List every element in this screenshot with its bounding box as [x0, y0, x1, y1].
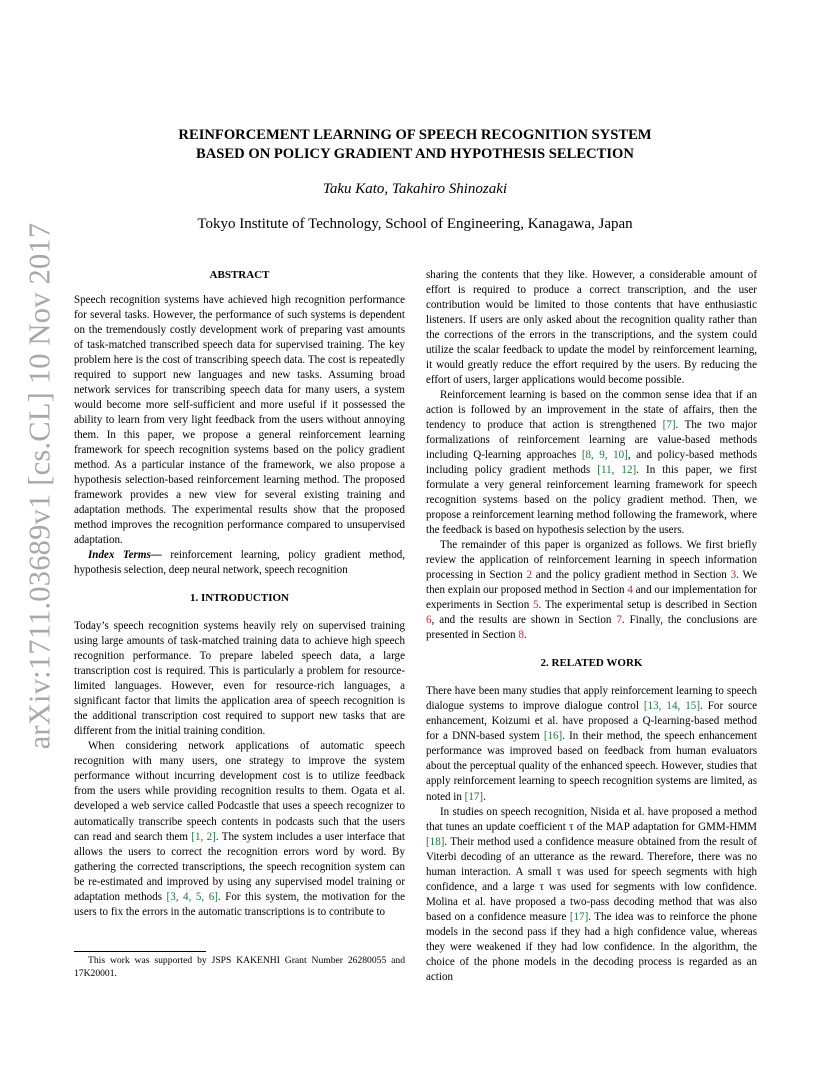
section-link[interactable]: 7 [616, 614, 622, 627]
text-run: . The idea was to reinforce the phone models in the second pass if they had a high confidence value, whereas they were weakened if they had low confidence. In the algorithm, the choice of the phone models in the decoding process is regarded as an action [426, 910, 757, 983]
text-run: and our implementation for experiments in Section [426, 584, 757, 612]
citation-link[interactable]: [3, 4, 5, 6] [166, 890, 218, 903]
intro-heading: 1. INTRODUCTION [189, 592, 289, 605]
abstract-text: Speech recognition systems have achieved high recognition performance for several tasks. However, the performance of such systems is dependent on the tremendously costly development work of preparing vast amounts of task-matched transcribed speech data for supervised training. The key problem here is the cost of transcribing speech data. The cost is repeatedly required to support new languages and new tasks. Assuming broad network services for transcribing speech data for many users, a system would become more self-sufficient and more useful if it possessed the ability to learn from very light feedback from the users without annoying them. In this paper, we propose a general reinforcement learning framework for speech recognition systems based on the policy gradient method. As a particular instance of the framework, we also propose a hypothesis selection-based reinforcement learning method. The proposed framework provides a new view for several existing training and adaptation methods. The experimental results show that the proposed method improves the recognition performance compared to unsupervised adaptation. [74, 294, 405, 547]
text-run: , and policy-based methods including policy gradient methods [426, 449, 757, 477]
text-run: . In this paper, we first formulate a very general reinforcement learning framework for speech recognition systems based on the policy gradient method. Then, we propose a reinforcement learning method following the framework, where the feedback is based on hypothesis selection by the users. [426, 464, 758, 537]
section-link[interactable]: 5 [533, 599, 539, 612]
title-line-1: REINFORCEMENT LEARNING OF SPEECH RECOGNITION SYSTEM [178, 127, 652, 143]
text-run: . The experimental setup is described in Section [538, 599, 757, 612]
text-run: . Finally, the conclusions are presented in Section [426, 614, 757, 642]
index-terms-label: Index Terms— [88, 549, 162, 562]
text-run: and the policy gradient method in Section [531, 569, 731, 582]
text-run: . [483, 790, 486, 803]
text-run: . Their method used a confidence measure obtained from the result of Viterbi decoding of an utterance as the reward. Therefore, there was no human interaction. A small τ was used for speech segments with high confidence, and a large τ was used for segments with low confidence. Molina et al. have proposed a two-pass decoding method that was also based on a confidence measure [426, 835, 757, 923]
abstract-heading: ABSTRACT [209, 269, 270, 281]
text-run: . We then explain our proposed method in Section [426, 569, 757, 597]
arxiv-identifier [20, 222, 60, 750]
text-run: , and the results are shown in Section [431, 614, 617, 627]
related-paragraph-1 [426, 684, 757, 804]
citation-link[interactable]: [7] [662, 419, 676, 432]
index-terms [74, 548, 405, 578]
text-run: . The two major formalizations of reinforcement learning are value-based methods including Q-learning approaches [426, 419, 758, 462]
text-run: . For source enhancement, Koizumi et al. have proposed a Q-learning-based method for a DNN-based system [426, 700, 757, 743]
citation-link[interactable]: [18] [426, 835, 445, 848]
right-column [426, 268, 757, 985]
citation-link[interactable]: [17] [464, 790, 484, 803]
title-line-2: BASED ON POLICY GRADIENT AND HYPOTHESIS SELECTION [196, 146, 634, 162]
section-link[interactable]: 6 [426, 614, 432, 627]
paper-title [90, 126, 740, 164]
footnote: This work was supported by JSPS KAKENHI Grant Number 26280055 and 17K20001. [74, 955, 405, 979]
intro-paragraph-3: sharing the contents that they like. However, a considerable amount of effort is required to produce a correct transcription, and the user contribution would be limited to those contents that have enthusiastic listeners. If users are only asked about the recognition quality rather than the corrections of the errors in the transcriptions, and the system could utilize the scalar feedback to update the model by reinforcement learning, it would greatly reduce the effort required by the users. By reducing the effort of users, larger applications would become possible. [426, 269, 757, 387]
intro-paragraph-4 [426, 388, 757, 538]
intro-paragraph-5 [426, 538, 757, 643]
text-run: The remainder of this paper is organized as follows. We first briefly review the application of reinforcement learning in speech information processing in Section [426, 539, 757, 582]
text-run: . [523, 629, 527, 642]
related-paragraph-2 [426, 805, 757, 985]
text-run: When considering network applications of automatic speech recognition with many users, one strategy to improve the system performance without incurring development cost is to utilize feedback from the users while providing recognition results to them. Ogata et al. developed a web service called Podcastle that uses a speech recognizer to automatically transcribe speech contents in podcasts such that the users can read and search them [74, 740, 405, 843]
citation-link[interactable]: [13, 14, 15] [643, 700, 700, 713]
citation-link[interactable]: [16] [543, 730, 563, 743]
text-run: Reinforcement learning is based on the common sense idea that if an action is followed by an improvement in the state of affairs, then the tendency to produce that action is strengthened [426, 389, 757, 432]
citation-link[interactable]: [1, 2] [191, 830, 216, 843]
text-run: . For this system, the motivation for the users to fix the errors in the automatic transcriptions is to contribute to [74, 890, 405, 918]
text-run: There have been many studies that apply reinforcement learning to speech dialogue systems to improve dialogue control [426, 685, 757, 713]
section-link[interactable]: 8 [518, 629, 524, 642]
arxiv-id-text: arXiv:1711.03689v1 [cs.CL] 10 Nov 2017 [22, 222, 57, 750]
left-column [74, 268, 405, 920]
intro-paragraph-1: Today’s speech recognition systems heavily rely on supervised training using large amounts of task-matched training data to achieve high speech recognition performance. To prepare labeled speech data, a large transcription cost is required. This is particularly a problem for resource-limited languages. However, even for resource-rich languages, a significant factor that limits the application area of speech recognition is the additional transcription cost required to support new tasks that are different from the initial training condition. [74, 620, 405, 738]
section-link[interactable]: 4 [627, 584, 633, 597]
text-run: . In their method, the speech enhancement performance was improved based on feedback from human evaluators about the perceptual quality of the enhanced speech. However, studies that apply reinforcement learning to speech recognition systems are limited, as noted in [426, 730, 758, 803]
footnote-divider [74, 951, 206, 952]
intro-paragraph-2 [74, 739, 405, 919]
section-link[interactable]: 3 [730, 569, 737, 582]
section-link[interactable]: 2 [526, 569, 532, 582]
citation-link[interactable]: [11, 12] [597, 464, 637, 477]
affiliation: Tokyo Institute of Technology, School of Engineering, Kanagawa, Japan [197, 216, 633, 232]
citation-link[interactable]: [8, 9, 10] [581, 449, 628, 462]
text-run: . The system includes a user interface that allows the users to correct the recognition errors word by word. By gathering the corrected transcriptions, the speech recognition system can be re-estimated and improved by using any supervised model training or adaptation methods [74, 830, 405, 903]
related-work-heading: 2. RELATED WORK [540, 657, 643, 670]
authors: Taku Kato, Takahiro Shinozaki [322, 181, 508, 197]
text-run: In studies on speech recognition, Nisida et al. have proposed a method that tunes an update coefficient τ of the MAP adaptation for GMM-HMM [426, 805, 757, 833]
citation-link[interactable]: [17] [569, 910, 589, 923]
index-terms-text: reinforcement learning, policy gradient method, hypothesis selection, deep neural network, speech recognition [74, 549, 406, 577]
